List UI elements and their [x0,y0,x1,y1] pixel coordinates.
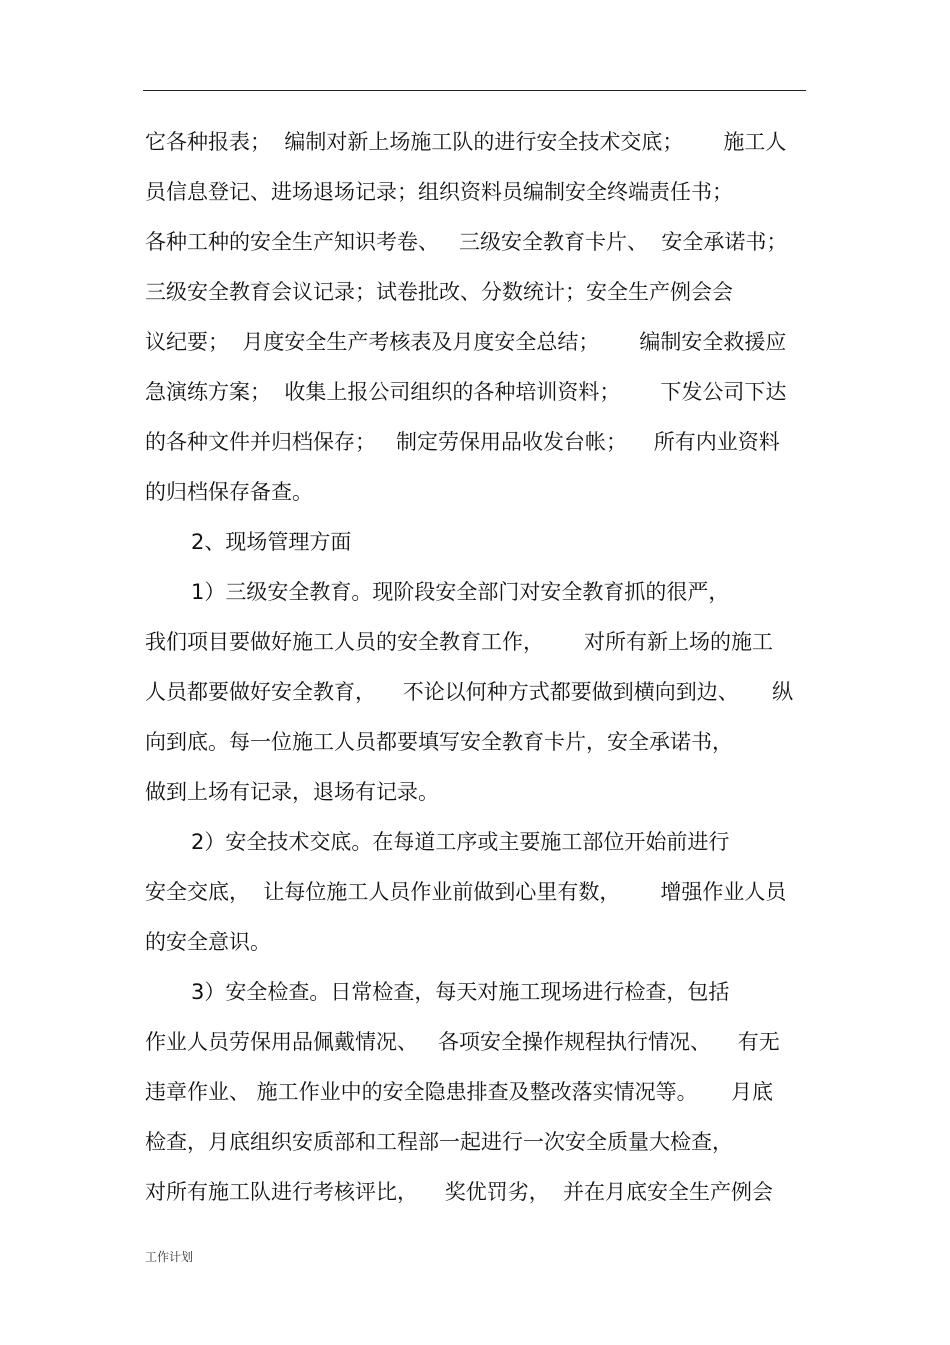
page-footer: 工作计划 [145,1250,194,1264]
text-line: 做到上场有记录，退场有记录。 [145,780,439,804]
text-line: 向到底。每一位施工人员都要填写安全教育卡片，安全承诺书， [145,730,733,754]
text-line: 的归档保存备查。 [145,480,313,504]
text-line: 违章作业、 施工作业中的安全隐患排查及整改落实情况等。 月底 [145,1080,774,1104]
paragraph-start: 1）三级安全教育。现阶段安全部门对安全教育抓的很严， [191,580,730,604]
text-line: 议纪要； 月度安全生产考核表及月度安全总结； 编制安全救援应 [145,330,787,354]
header-rule [143,90,806,91]
text-line: 急演练方案； 收集上报公司组织的各种培训资料； 下发公司下达 [145,380,787,404]
text-line: 对所有施工队进行考核评比， 奖优罚劣， 并在月底安全生产例会 [145,1180,774,1204]
text-line: 检查，月底组织安质部和工程部一起进行一次安全质量大检查， [145,1130,733,1154]
section-heading: 2、现场管理方面 [191,530,352,554]
text-line: 各种工种的安全生产知识考卷、 三级安全教育卡片、 安全承诺书； [145,230,788,254]
text-line: 三级安全教育会议记录；试卷批改、分数统计；安全生产例会会 [145,280,733,304]
text-line: 作业人员劳保用品佩戴情况、 各项安全操作规程执行情况、 有无 [145,1030,780,1054]
paragraph-start: 2）安全技术交底。在每道工序或主要施工部位开始前进行 [191,830,730,854]
text-line: 人员都要做好安全教育， 不论以何种方式都要做到横向到边、 纵 [145,680,794,704]
text-line: 的各种文件并归档保存； 制定劳保用品收发台帐； 所有内业资料 [145,430,780,454]
text-line: 安全交底， 让每位施工人员作业前做到心里有数， 增强作业人员 [145,880,787,904]
document-body [145,124,807,1224]
text-line: 它各种报表； 编制对新上场施工队的进行安全技术交底； 施工人 [145,130,787,154]
text-line: 的安全意识。 [145,930,271,954]
paragraph-start: 3）安全检查。日常检查，每天对施工现场进行检查，包括 [191,980,730,1004]
text-line: 员信息登记、进场退场记录；组织资料员编制安全终端责任书； [145,180,733,204]
text-line: 我们项目要做好施工人员的安全教育工作， 对所有新上场的施工 [145,630,774,654]
